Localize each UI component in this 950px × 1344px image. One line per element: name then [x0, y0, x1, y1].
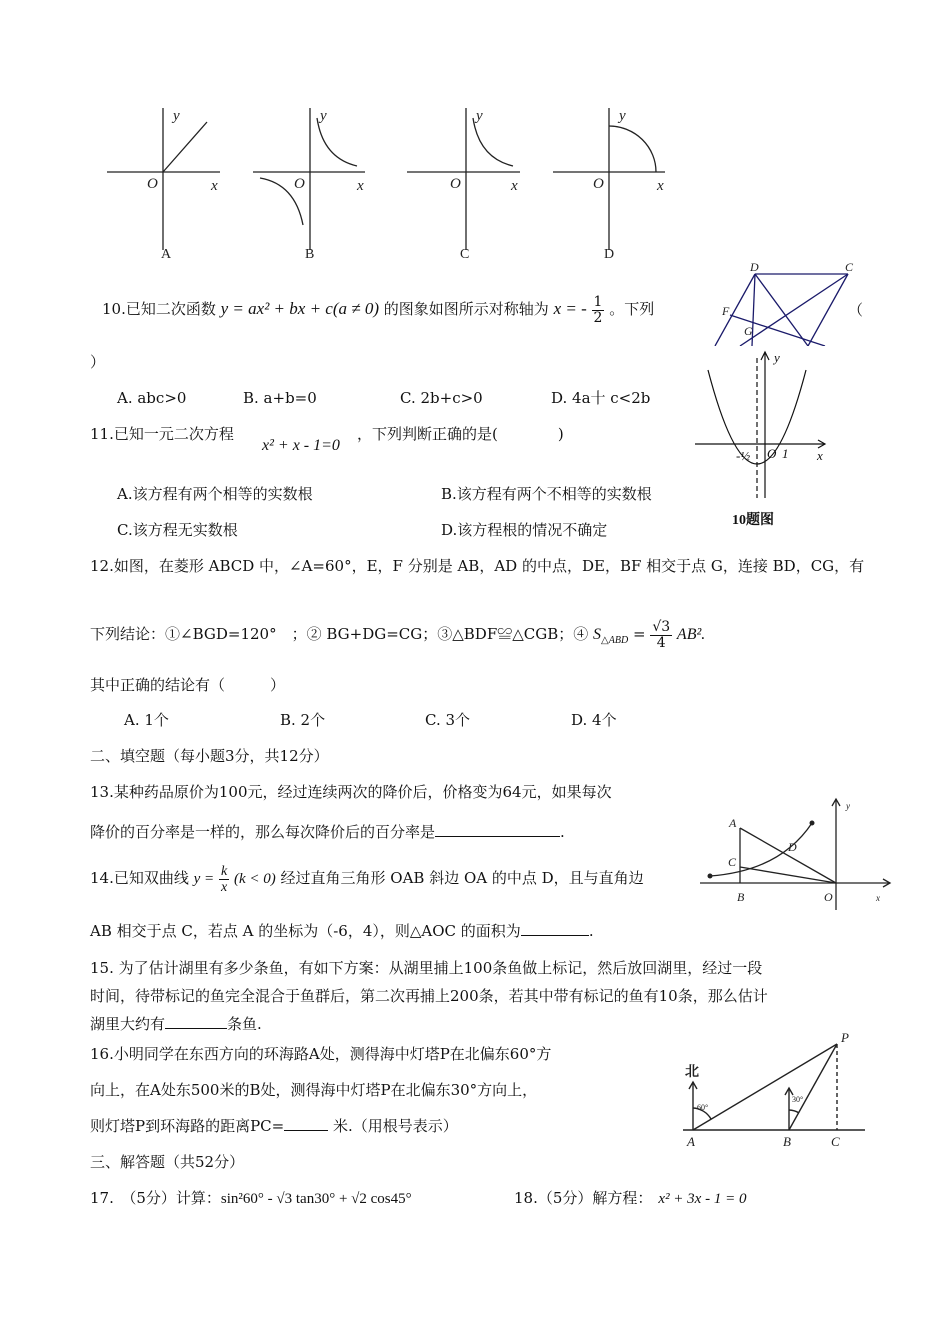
- q10-frac-num: 1: [593, 293, 603, 310]
- q14-prefix: 14.已知双曲线: [90, 869, 189, 887]
- q10-parabola-figure: [690, 348, 840, 530]
- q12-line3: 其中正确的结论有（ ）: [90, 676, 286, 694]
- q12-fig-label-d: D: [750, 260, 759, 274]
- q16-line2: 向上，在A处东500米的B处，测得海中灯塔P在北偏东30°方向上，: [90, 1081, 538, 1099]
- q14-line2-text: AB 相交于点 C，若点 A 的坐标为（-6，4），则△AOC 的面积为: [90, 922, 521, 940]
- q10-fig-x: x: [817, 448, 823, 463]
- section3-heading: 三、解答题（共52分）: [90, 1153, 245, 1171]
- q14-y-eq: y =: [193, 871, 215, 887]
- q14-fig-c: C: [728, 855, 737, 869]
- q10-fig-y: y: [774, 350, 780, 365]
- q14-line2: [90, 921, 594, 941]
- q15-line3-a: 湖里大约有: [90, 1015, 166, 1033]
- q10-suffix: 。下列: [609, 300, 655, 318]
- q13-line2-text: 降价的百分率是一样的，那么每次降价后的百分率是: [90, 823, 436, 841]
- q12-option-c: C. 3个: [425, 711, 471, 729]
- q13-line2: [90, 822, 565, 842]
- q10-fig-caption: 10题图: [732, 513, 774, 528]
- q14-cond: (k < 0): [233, 871, 276, 887]
- q12-s-label: S: [593, 626, 602, 643]
- q10-stem: [102, 292, 654, 326]
- q12-s-sub: △ABD: [601, 635, 629, 646]
- q16-fig-b: B: [783, 1134, 791, 1149]
- q16-figure: [675, 1030, 875, 1150]
- q12-fig-label-c: C: [845, 260, 854, 274]
- q16-line3-a: 则灯塔P到环海路的距离PC=: [90, 1117, 285, 1135]
- q14-end: .: [588, 922, 594, 940]
- q15-line2: 时间，待带标记的鱼完全混合于鱼群后，第二次再捕上200条，若其中带有标记的鱼有10条，那么估计: [90, 987, 768, 1005]
- q16-fig-angle60: 60°: [697, 1103, 709, 1112]
- q18: [514, 1188, 746, 1209]
- q11-option-d: D.该方程根的情况不确定: [441, 521, 608, 539]
- q17: [90, 1188, 412, 1209]
- q12-frac-den: 4: [656, 634, 666, 651]
- q16-line3-b: 米.（用根号表示）: [333, 1117, 458, 1135]
- q11-option-a: A.该方程有两个相等的实数根: [117, 485, 313, 503]
- q10-fig-one: 1: [782, 446, 789, 461]
- q12-line1: 12.如图，在菱形 ABCD 中，∠A=60°，E，F 分别是 AB，AD 的中点，DE，BF 相交于点 G，连接 BD，CG，有: [90, 557, 865, 575]
- q14-fraction: [219, 864, 229, 895]
- q14-rest1: 经过直角三角形 OAB 斜边 OA 的中点 D，且与直角边: [280, 869, 644, 887]
- q9-b-y-label: y: [320, 108, 327, 124]
- q15-line3-b: 条鱼.: [227, 1015, 262, 1033]
- q12-line2: [90, 616, 705, 652]
- q13-line1: 13.某种药品原价为100元，经过连续两次的降价后，价格变为64元，如果每次: [90, 783, 612, 801]
- q9-option-d: D: [604, 247, 615, 262]
- q12-frac-num: √3: [652, 618, 671, 635]
- q13-end: .: [560, 823, 565, 841]
- q14-answer-blank[interactable]: [521, 921, 589, 936]
- q16-line1: 16.小明同学在东西方向的环海路A处，测得海中灯塔P在北偏东60°方: [90, 1045, 552, 1063]
- q10-fig-origin: O: [767, 446, 777, 461]
- q9-c-origin: O: [450, 176, 461, 192]
- q18-label: 18.（5分）解方程：: [514, 1189, 653, 1207]
- q9-a-x-label: x: [211, 178, 218, 194]
- q17-expression: sin²60° - √3 tan30° + √2 cos45°: [220, 1191, 412, 1207]
- q14-fig-d: D: [788, 840, 797, 854]
- q15-line1: 15. 为了估计湖里有多少条鱼，有如下方案：从湖里捕上100条鱼做上标记，然后放回湖里，经过一段: [90, 959, 763, 977]
- q9-option-b: B: [305, 247, 315, 262]
- q10-axis-expr: x = -: [553, 299, 587, 318]
- q14-frac-num: k: [220, 863, 228, 879]
- q12-fraction: [650, 620, 672, 651]
- q12-rhombus-figure: [700, 260, 870, 346]
- q14-fig-o: O: [824, 890, 833, 904]
- q15-answer-blank[interactable]: [165, 1014, 227, 1029]
- q16-fig-p: P: [841, 1030, 849, 1045]
- q12-option-b: B. 2个: [280, 711, 326, 729]
- q9-graphs: [95, 100, 685, 270]
- q16-fig-a: A: [687, 1134, 695, 1149]
- q17-label: 17. （5分）计算：: [90, 1189, 221, 1207]
- q10-prefix: 10.已知二次函数: [102, 300, 216, 318]
- q9-d-x-label: x: [657, 178, 664, 194]
- q10-axis-fraction: [592, 295, 605, 326]
- q11-equation: x² + x - 1=0: [262, 437, 340, 454]
- q9-c-y-label: y: [476, 108, 483, 124]
- q12-option-d: D. 4个: [571, 711, 617, 729]
- q9-d-y-label: y: [619, 108, 626, 124]
- q9-a-y-label: y: [173, 108, 180, 124]
- q16-line3: [90, 1116, 458, 1136]
- q16-fig-c: C: [831, 1134, 840, 1149]
- q14-fig-b: B: [737, 890, 745, 904]
- q10-paren-open: （: [848, 301, 864, 319]
- q14-fig-a: A: [729, 816, 737, 830]
- q14-fig-y: y: [846, 801, 850, 811]
- q12-conclusions: 下列结论：①∠BGD=120° ；② BG+DG=CG；③△BDF≌△CGB；④: [90, 625, 589, 643]
- q12-option-a: A. 1个: [124, 711, 169, 729]
- q9-b-x-label: x: [357, 178, 364, 194]
- q9-a-origin: O: [147, 176, 158, 192]
- q11-suffix: ，下列判断正确的是( ): [357, 425, 564, 443]
- q9-option-c: C: [460, 247, 470, 262]
- q9-c-x-label: x: [511, 178, 518, 194]
- q16-fig-angle30: 30°: [792, 1095, 804, 1104]
- section2-heading: 二、填空题（每小题3分，共12分）: [90, 747, 329, 765]
- q9-option-a: A: [161, 247, 172, 262]
- q10-option-a: A. abc>0: [117, 389, 187, 407]
- q10-option-b: B. a+b=0: [243, 389, 317, 407]
- q11-option-c: C.该方程无实数根: [117, 521, 238, 539]
- q12-eq: =: [632, 625, 646, 643]
- q16-fig-north: 北: [685, 1065, 699, 1080]
- q14-stem: [90, 858, 644, 898]
- q15-line3: [90, 1014, 262, 1034]
- q14-figure: [700, 795, 900, 920]
- q10-option-c: C. 2b+c>0: [400, 389, 483, 407]
- q11-option-b: B.该方程有两个不相等的实数根: [441, 485, 652, 503]
- q9-d-origin: O: [593, 176, 604, 192]
- q12-tail: AB².: [676, 626, 706, 643]
- q14-fig-x: x: [876, 893, 880, 903]
- q10-fig-neg-half: -½: [736, 448, 751, 463]
- q10-mid: 的图象如图所示对称轴为: [383, 300, 549, 318]
- q14-frac-den: x: [220, 879, 228, 895]
- q13-answer-blank[interactable]: [435, 822, 560, 837]
- q12-fig-label-g: G: [744, 324, 753, 338]
- q18-expression: x² + 3x - 1 = 0: [658, 1191, 747, 1207]
- q9-b-origin: O: [294, 176, 305, 192]
- q10-frac-den: 2: [593, 309, 603, 326]
- q11-prefix: 11.已知一元二次方程: [90, 425, 234, 443]
- q16-answer-blank[interactable]: [284, 1116, 328, 1131]
- q12-fig-label-f: F: [722, 304, 730, 318]
- q10-paren-close: ）: [90, 353, 106, 371]
- q10-formula: y = ax² + bx + c(a ≠ 0): [220, 299, 379, 318]
- q10-option-d: D. 4a十 c<2b: [551, 389, 651, 407]
